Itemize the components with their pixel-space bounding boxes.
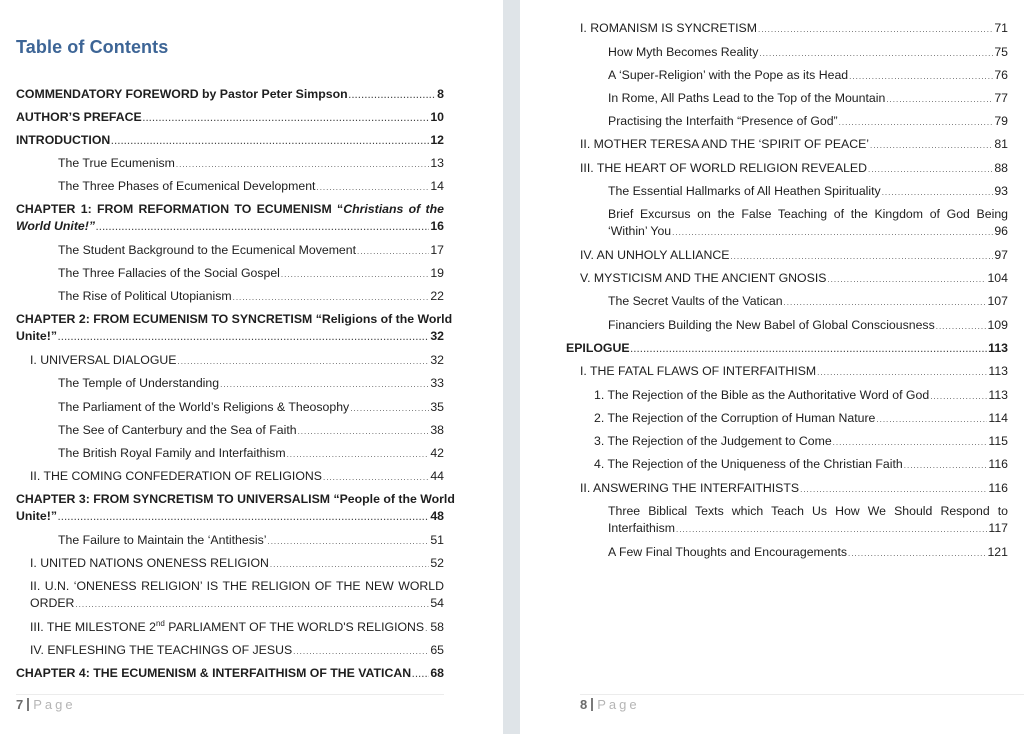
toc-entry-page: 71 <box>994 21 1008 35</box>
toc-entry-title: 1. The Rejection of the Bible as the Authoritative Word of God <box>594 388 930 402</box>
toc-entry-title: II. THE COMING CONFEDERATION OF RELIGIONS <box>30 469 322 483</box>
toc-entry-title: V. MYSTICISM AND THE ANCIENT GNOSIS <box>580 271 827 285</box>
toc-entry-page: 14 <box>430 179 444 193</box>
toc-entry-page: 52 <box>430 556 444 570</box>
toc-entry-title-line2: ORDER <box>30 596 75 610</box>
dot-leader <box>876 413 987 427</box>
dot-leader <box>350 402 429 416</box>
page-gap <box>503 0 520 734</box>
toc-entry-page: 33 <box>430 376 444 390</box>
page-footer <box>580 697 640 712</box>
toc-entry-title: 4. The Rejection of the Uniqueness of the Christian Faith <box>594 457 903 471</box>
dot-leader <box>298 425 430 439</box>
toc-entry-title-line1: CHAPTER 3: FROM SYNCRETISM TO UNIVERSALISM “People of the World <box>16 492 455 506</box>
dot-leader <box>96 221 429 235</box>
toc-entry[interactable] <box>16 468 444 485</box>
toc-entry[interactable] <box>580 480 1008 497</box>
toc-entry-title: The British Royal Family and Interfaithism <box>58 446 286 460</box>
dot-leader <box>676 523 987 537</box>
toc-entry[interactable] <box>16 155 444 172</box>
toc-entry[interactable] <box>580 544 1008 561</box>
toc-entry-chapter-2[interactable] <box>16 311 453 345</box>
dot-leader <box>631 343 988 357</box>
toc-entry-page: 35 <box>430 400 444 414</box>
toc-entry[interactable] <box>16 178 444 195</box>
dot-leader <box>730 250 993 264</box>
footer-separator <box>27 698 29 711</box>
toc-entry[interactable] <box>580 270 1008 287</box>
toc-entry[interactable] <box>580 410 1008 427</box>
toc-entry-title: COMMENDATORY FOREWORD by Pastor Peter Simpson <box>16 87 348 101</box>
toc-heading: Table of Contents <box>16 37 169 57</box>
toc-entry[interactable] <box>16 532 444 549</box>
toc-entry-page: 58 <box>430 620 444 634</box>
toc-entry-page: 16 <box>430 219 444 233</box>
dot-leader <box>58 511 429 525</box>
toc-entry[interactable] <box>16 132 444 149</box>
dot-leader <box>281 268 429 282</box>
toc-entry[interactable] <box>580 113 1008 130</box>
toc-entry[interactable] <box>580 387 1008 404</box>
toc-entry-title: 2. The Rejection of the Corruption of Human Nature <box>594 411 876 425</box>
toc-entry-page: 51 <box>430 533 444 547</box>
toc-entry-page: 44 <box>430 469 444 483</box>
toc-entry[interactable] <box>16 265 444 282</box>
toc-entry-title: Practising the Interfaith “Presence of God” <box>608 114 838 128</box>
dot-leader <box>800 483 987 497</box>
toc-entry-page: 13 <box>430 156 444 170</box>
toc-entry-title: A ‘Super-Religion’ with the Pope as its Head <box>608 68 849 82</box>
toc-entry-page: 65 <box>430 643 444 657</box>
toc-entry-chapter-1[interactable] <box>16 201 444 235</box>
toc-entry-title: The Secret Vaults of the Vatican <box>608 294 783 308</box>
toc-entry[interactable] <box>16 242 444 259</box>
toc-entry-title: II. MOTHER TERESA AND THE ‘SPIRIT OF PEACE’ <box>580 137 870 151</box>
toc-entry-title: AUTHOR’S PREFACE <box>16 110 142 124</box>
document-page-7 <box>0 0 503 734</box>
dot-leader <box>758 23 993 37</box>
dot-leader <box>870 139 993 153</box>
toc-entry-page: 32 <box>430 353 444 367</box>
dot-leader <box>827 273 986 287</box>
toc-entry[interactable] <box>16 288 444 305</box>
toc-entry-title: I. ROMANISM IS SYNCRETISM <box>580 21 757 35</box>
toc-entry[interactable] <box>580 136 1008 153</box>
dot-leader <box>425 622 429 636</box>
toc-entry-title: I. THE FATAL FLAWS OF INTERFAITHISM <box>580 364 817 378</box>
toc-entry-title: The See of Canterbury and the Sea of Faith <box>58 423 297 437</box>
toc-entry-page: 107 <box>987 294 1008 308</box>
toc-entry[interactable] <box>16 422 444 439</box>
toc-entry[interactable] <box>16 399 444 416</box>
dot-leader <box>323 471 429 485</box>
toc-entry-title: Financiers Building the New Babel of Global Consciousness <box>608 318 935 332</box>
toc-entry[interactable] <box>16 555 444 572</box>
dot-leader <box>833 436 988 450</box>
dot-leader <box>904 459 988 473</box>
toc-entry-page: 115 <box>988 434 1008 448</box>
footer-divider <box>16 694 444 695</box>
toc-entry[interactable] <box>580 433 1008 450</box>
toc-entry-page: 109 <box>987 318 1008 332</box>
toc-entry-page: 19 <box>430 266 444 280</box>
toc-entry-title: III. THE HEART OF WORLD RELIGION REVEALED <box>580 161 867 175</box>
toc-entry-title: A Few Final Thoughts and Encouragements <box>608 545 848 559</box>
dot-leader <box>839 116 994 130</box>
toc-entry[interactable] <box>580 20 1008 37</box>
toc-entry-page: 113 <box>988 364 1008 378</box>
dot-leader <box>58 331 429 345</box>
toc-entry-title-line1: CHAPTER 2: FROM ECUMENISM TO SYNCRETISM “Religions of the World <box>16 312 453 326</box>
dot-leader <box>848 547 986 561</box>
dot-leader <box>759 47 993 61</box>
toc-entry-title-line2: Interfaithism <box>608 521 675 535</box>
toc-entry-title: The Student Background to the Ecumenical Movement <box>58 243 357 257</box>
dot-leader <box>177 355 429 369</box>
dot-leader <box>817 366 987 380</box>
toc-entry-title: I. UNIVERSAL DIALOGUE <box>30 353 177 367</box>
toc-entry[interactable] <box>16 619 444 636</box>
dot-leader <box>293 645 429 659</box>
toc-entry-title-line2: Unite!” <box>16 329 57 343</box>
toc-entry-title: 3. The Rejection of the Judgement to Come <box>594 434 832 448</box>
toc-entry-title: IV. AN UNHOLY ALLIANCE <box>580 248 730 262</box>
toc-entry[interactable] <box>580 293 1008 310</box>
page-number: 8 <box>580 697 588 712</box>
dot-leader <box>233 291 430 305</box>
page-label: Page <box>597 697 640 712</box>
footer-separator <box>591 698 593 711</box>
dot-leader <box>930 390 987 404</box>
toc-entry-title-line1: Three Biblical Texts which Teach Us How We Should Respond to <box>608 504 1008 518</box>
dot-leader <box>886 93 993 107</box>
page-footer <box>16 697 76 712</box>
toc-entry-title-line1: CHAPTER 1: FROM REFORMATION TO ECUMENISM “Christians of the <box>16 202 444 216</box>
toc-entry[interactable] <box>580 67 1008 84</box>
dot-leader <box>357 245 429 259</box>
toc-entry-title: IV. ENFLESHING THE TEACHINGS OF JESUS <box>30 643 293 657</box>
toc-entry-page: 12 <box>430 133 444 147</box>
toc-entry[interactable] <box>580 363 1008 380</box>
toc-entry[interactable] <box>580 247 1008 264</box>
toc-entry-page: 79 <box>994 114 1008 128</box>
toc-entry[interactable] <box>16 642 444 659</box>
page-number: 7 <box>16 697 24 712</box>
toc-entry[interactable] <box>580 183 1008 200</box>
toc-entry-title: III. THE MILESTONE 2nd PARLIAMENT OF THE WORLD'S RELIGIONS <box>30 618 425 634</box>
dot-leader <box>143 112 430 126</box>
toc-entry-page: 117 <box>988 521 1008 535</box>
toc-entry-title: EPILOGUE <box>566 341 630 355</box>
toc-entry-page: 8 <box>437 87 444 101</box>
toc-entry-page: 96 <box>994 224 1008 238</box>
toc-entry-page: 76 <box>994 68 1008 82</box>
page-label: Page <box>33 697 76 712</box>
toc-entry-title: The Temple of Understanding <box>58 376 220 390</box>
toc-entry-title: The Three Fallacies of the Social Gospel <box>58 266 280 280</box>
document-page-8 <box>520 0 1024 734</box>
toc-entry[interactable] <box>580 503 1008 537</box>
toc-entry-page: 97 <box>994 248 1008 262</box>
dot-leader <box>868 163 993 177</box>
toc-entry[interactable] <box>580 206 1008 240</box>
toc-entry-title-line2: ‘Within’ You <box>608 224 672 238</box>
toc-entry-page: 116 <box>988 481 1008 495</box>
toc-entry-title: The Failure to Maintain the ‘Antithesis’ <box>58 533 267 547</box>
dot-leader <box>882 186 994 200</box>
dot-leader <box>176 158 429 172</box>
toc-entry-page: 10 <box>430 110 444 124</box>
toc-entry-page: 88 <box>994 161 1008 175</box>
toc-entry-page: 121 <box>987 545 1008 559</box>
toc-entry-page: 68 <box>430 666 444 680</box>
toc-entry-page: 48 <box>430 509 444 523</box>
toc-entry-title: The Rise of Political Utopianism <box>58 289 232 303</box>
dot-leader <box>111 135 429 149</box>
toc-entry-title-line1: Brief Excursus on the False Teaching of the Kingdom of God Being <box>608 207 1008 221</box>
toc-entry-title: INTRODUCTION <box>16 133 111 147</box>
dot-leader <box>349 89 437 103</box>
toc-entry-page: 114 <box>988 411 1008 425</box>
toc-entry-page: 116 <box>988 457 1008 471</box>
toc-entry-title-line1: II. U.N. ‘ONENESS RELIGION’ IS THE RELIGION OF THE NEW WORLD <box>30 579 444 593</box>
toc-entry-title: The True Ecumenism <box>58 156 175 170</box>
toc-entry-title: I. UNITED NATIONS ONENESS RELIGION <box>30 556 269 570</box>
dot-leader <box>220 378 429 392</box>
footer-divider <box>580 694 1024 695</box>
dot-leader <box>849 70 993 84</box>
toc-entry[interactable] <box>580 456 1008 473</box>
toc-entry-page: 17 <box>430 243 444 257</box>
toc-entry[interactable] <box>16 445 444 462</box>
toc-entry[interactable] <box>580 160 1008 177</box>
dot-leader <box>270 558 429 572</box>
dot-leader <box>412 668 429 682</box>
toc-entry-chapter-3[interactable] <box>16 491 455 525</box>
dot-leader <box>316 181 429 195</box>
toc-entry-page: 81 <box>994 137 1008 151</box>
toc-entry[interactable] <box>580 44 1008 61</box>
toc-entry-page: 54 <box>430 596 444 610</box>
toc-entry-page: 113 <box>988 341 1008 355</box>
toc-entry-page: 104 <box>987 271 1008 285</box>
toc-entry-page: 42 <box>430 446 444 460</box>
dot-leader <box>784 296 987 310</box>
toc-entry-page: 38 <box>430 423 444 437</box>
toc-entry-title: In Rome, All Paths Lead to the Top of the Mountain <box>608 91 886 105</box>
toc-entry-page: 75 <box>994 45 1008 59</box>
dot-leader <box>936 320 987 334</box>
toc-entry[interactable] <box>16 86 444 103</box>
dot-leader <box>287 448 430 462</box>
toc-entry-epilogue[interactable] <box>566 340 1008 357</box>
toc-entry-title-line2: Unite!” <box>16 509 57 523</box>
toc-entry-title: The Parliament of the World’s Religions & Theosophy <box>58 400 350 414</box>
toc-entry-page: 22 <box>430 289 444 303</box>
toc-entry-title: How Myth Becomes Reality <box>608 45 759 59</box>
toc-entry[interactable] <box>16 352 444 369</box>
toc-entry-title: II. ANSWERING THE INTERFAITHISTS <box>580 481 800 495</box>
toc-entry-page: 77 <box>994 91 1008 105</box>
toc-entry-chapter-4[interactable] <box>16 665 444 682</box>
toc-entry[interactable] <box>16 578 444 612</box>
dot-leader <box>267 535 429 549</box>
toc-entry-page: 32 <box>430 329 444 343</box>
toc-entry-title: The Essential Hallmarks of All Heathen Spirituality <box>608 184 881 198</box>
dot-leader <box>672 226 993 240</box>
toc-entry-page: 113 <box>988 388 1008 402</box>
toc-entry-title: CHAPTER 4: THE ECUMENISM & INTERFAITHISM OF THE VATICAN <box>16 666 412 680</box>
toc-entry-page: 93 <box>994 184 1008 198</box>
dot-leader <box>75 598 429 612</box>
toc-entry[interactable] <box>580 90 1008 107</box>
toc-entry-title: The Three Phases of Ecumenical Development <box>58 179 316 193</box>
toc-entry[interactable] <box>580 317 1008 334</box>
toc-entry[interactable] <box>16 375 444 392</box>
toc-entry-title-line2: World Unite!” <box>16 219 96 233</box>
toc-entry[interactable] <box>16 109 444 126</box>
